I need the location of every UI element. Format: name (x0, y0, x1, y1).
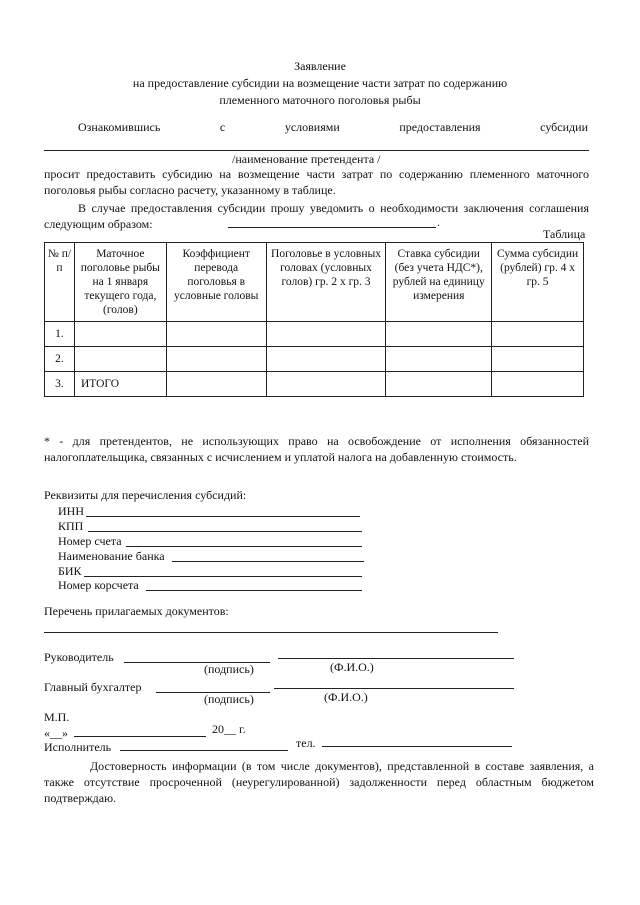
date-month-line[interactable] (74, 736, 206, 737)
requisite-bank-label: Наименование банка (58, 549, 165, 563)
table-caption: Таблица (543, 227, 586, 241)
confirmation-text: Достоверность информации (в том числе документов), представленной в составе заявления, а также отсутствие просроченной (неурегулированной) задолженности перед областным бюджетом подтверждаю. (44, 759, 594, 805)
document-subtitle-line1: на предоставление субсидии на возмещение части затрат по содержанию (132, 76, 508, 90)
accountant-name-caption: (Ф.И.О.) (324, 690, 368, 704)
subsidy-table (44, 242, 584, 397)
head-label: Руководитель (44, 650, 114, 664)
table-cell[interactable] (492, 372, 584, 397)
table-row (45, 347, 584, 372)
phone-label: тел. (296, 736, 316, 750)
header-cell: Поголовье в условных головах (условных голов) гр. 2 х гр. 3 (266, 243, 386, 322)
table-cell[interactable] (386, 347, 492, 372)
header-cell: Коэффициент перевода поголовья в условные головы (166, 243, 266, 322)
notify-method-line[interactable] (228, 227, 436, 228)
executor-label: Исполнитель (44, 740, 112, 754)
requisite-corr-label: Номер корсчета (58, 578, 139, 592)
notify-text: В случае предоставления субсидии прошу уведомить о необходимости заключения соглашения следующим образом: (44, 201, 589, 231)
applicant-name-line[interactable] (44, 150, 589, 151)
requisite-kpp-line[interactable] (88, 531, 362, 532)
table-cell[interactable] (386, 372, 492, 397)
applicant-caption: /наименование претендента / (232, 152, 381, 166)
row-label[interactable] (74, 347, 166, 372)
table-cell[interactable] (266, 372, 386, 397)
intro-word: с (219, 120, 226, 134)
table-row-total (45, 372, 584, 397)
accountant-name-line[interactable] (274, 688, 514, 689)
row-number: 1. (45, 322, 75, 347)
notify-end: . (437, 215, 440, 229)
intro-word: субсидии (540, 120, 588, 134)
requisite-bik-line[interactable] (84, 576, 362, 577)
document-title: Заявление (294, 59, 346, 73)
requisites-title: Реквизиты для перечисления субсидий: (44, 488, 247, 502)
row-label: ИТОГО (74, 372, 166, 397)
table-cell[interactable] (266, 322, 386, 347)
intro-word: предоставления (399, 120, 481, 134)
requisite-account-line[interactable] (126, 546, 362, 547)
table-header-row (45, 243, 584, 322)
intro-word: условиями (284, 120, 340, 134)
head-signature-caption: (подпись) (204, 662, 254, 676)
table-cell[interactable] (266, 347, 386, 372)
table-cell[interactable] (166, 372, 266, 397)
intro-words (78, 120, 588, 135)
requisite-corr-line[interactable] (146, 590, 362, 591)
header-cell: Маточное поголовье рыбы на 1 января текущего года, (голов) (74, 243, 166, 322)
table-cell[interactable] (166, 322, 266, 347)
date-open: «__» (44, 726, 68, 740)
row-number: 3. (45, 372, 75, 397)
requisite-bank-line[interactable] (172, 561, 364, 562)
accountant-signature-caption: (подпись) (204, 692, 254, 706)
row-number: 2. (45, 347, 75, 372)
requisite-inn-label: ИНН (58, 504, 84, 518)
table-cell[interactable] (166, 347, 266, 372)
request-text: просит предоставить субсидию на возмещение части затрат по содержанию племенного маточного поголовья рыбы согласно расчету, указанному в таблице. (44, 167, 589, 197)
table-cell[interactable] (492, 347, 584, 372)
header-cell: Ставка субсидии (без учета НДС*), рублей на единицу измерения (386, 243, 492, 322)
header-cell: Сумма субсидии (рублей) гр. 4 х гр. 5 (492, 243, 584, 322)
requisite-inn-line[interactable] (86, 516, 360, 517)
executor-line[interactable] (120, 750, 288, 751)
head-name-line[interactable] (278, 658, 514, 659)
table-row (45, 322, 584, 347)
table-cell[interactable] (386, 322, 492, 347)
documents-title: Перечень прилагаемых документов: (44, 604, 229, 618)
documents-line[interactable] (44, 632, 498, 633)
accountant-label: Главный бухгалтер (44, 680, 142, 694)
requisite-kpp-label: КПП (58, 519, 84, 533)
requisite-account-label: Номер счета (58, 534, 122, 548)
row-label[interactable] (74, 322, 166, 347)
requisite-bik-label: БИК (58, 564, 82, 578)
head-name-caption: (Ф.И.О.) (330, 660, 374, 674)
footnote: * - для претендентов, не использующих право на освобождение от исполнения обязанностей налогоплательщика, связанных с исчислением и уплатой налога на добавленную стоимость. (44, 434, 589, 464)
phone-line[interactable] (322, 746, 512, 747)
table-cell[interactable] (492, 322, 584, 347)
intro-word: Ознакомившись (78, 120, 161, 134)
header-cell: № п/п (45, 243, 75, 322)
stamp-label: М.П. (44, 710, 70, 724)
date-year: 20__ г. (212, 722, 246, 736)
document-subtitle-line2: племенного маточного поголовья рыбы (219, 93, 421, 107)
